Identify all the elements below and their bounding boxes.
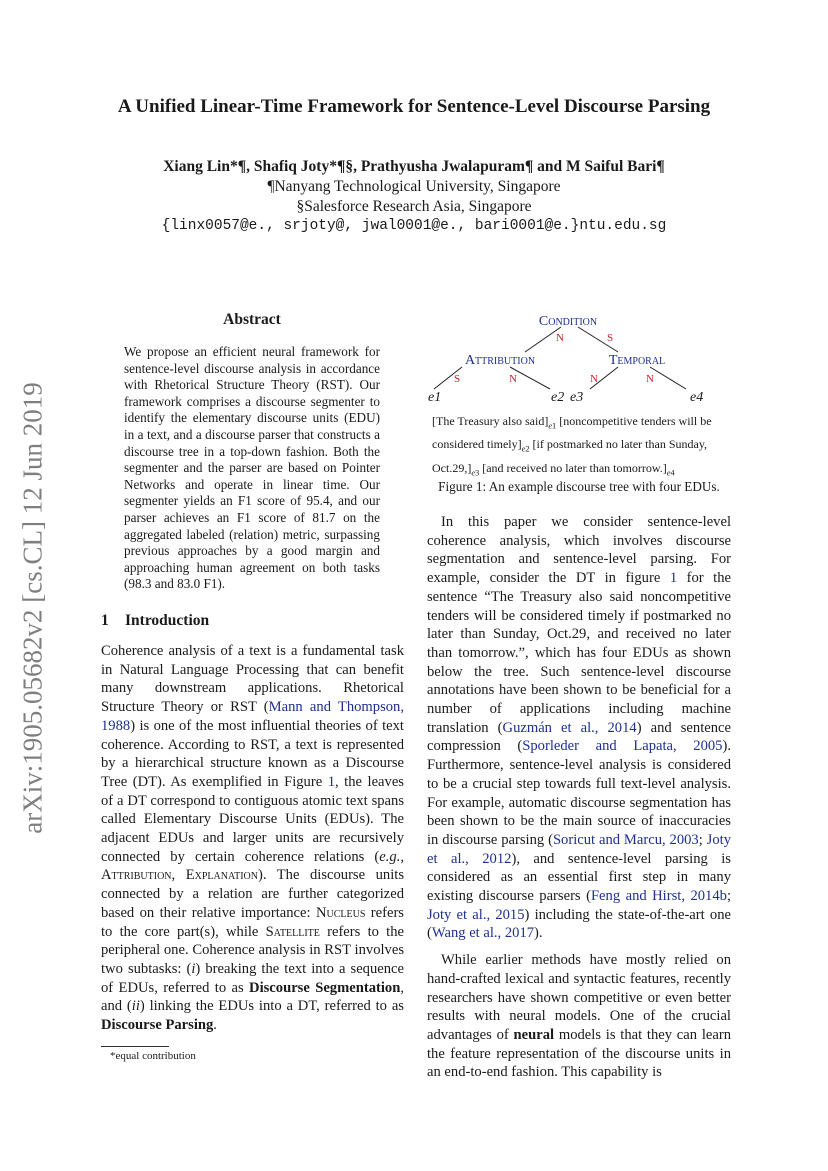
figure-ref-link[interactable]: 1: [669, 570, 678, 587]
arxiv-stamp-text: arXiv:1905.05682v2 [cs.CL] 12 Jun 2019: [17, 382, 48, 834]
edu-label: e2: [551, 390, 565, 405]
abstract-body: We propose an efficient neural framework for sentence-level discourse analysis in accordance with Rhetorical Structure Theory (RST). Our framework comprises a discourse segmenter to identify the elementary discourse units (EDU) in a text, and a discourse parser that constructs a discourse tree in a top-down fashion. Both the segmenter and the parser are based on Pointer Networks and operate in linear time. Our segmenter yields an F1 score of 95.4, and our parser achieves an F1 score of 81.7 on the aggregated labeled (relation) metric, surpassing previous approaches by a good margin and approaching human agreement on both tasks (98.3 and 83.0 F1).: [124, 344, 380, 592]
section-title: Introduction: [125, 612, 210, 629]
nuclearity-label: N: [556, 332, 564, 344]
footnote-rule: [101, 1046, 169, 1047]
tree-edge: [650, 367, 686, 389]
figure-ref-link[interactable]: 1: [327, 773, 336, 790]
right-relation-label: Temporal: [608, 353, 666, 368]
left-relation-label: Attribution: [464, 353, 536, 368]
nuclearity-label: N: [590, 373, 598, 385]
edu-label: e3: [570, 390, 584, 405]
citation-link[interactable]: Sporleder and Lapata, 2005: [522, 738, 723, 755]
discourse-tree-figure: [418, 305, 728, 405]
intro-body: [101, 642, 404, 1035]
nuclearity-label: S: [607, 332, 614, 344]
edu-label: e4: [690, 390, 704, 405]
nuclearity-label: N: [646, 373, 654, 385]
citation-link[interactable]: Guzmán et al., 2014: [502, 719, 637, 736]
citation-link[interactable]: Feng and Hirst, 2014b: [590, 888, 727, 905]
section-number: 1: [101, 612, 109, 629]
affiliation-salesforce: §Salesforce Research Asia, Singapore: [296, 198, 532, 215]
citation-link[interactable]: Joty et al., 2012: [427, 831, 731, 867]
nuclearity-label: N: [509, 373, 517, 385]
citation-link[interactable]: Soricut and Marcu, 2003: [552, 831, 699, 848]
author-emails: {linx0057@e., srjoty@, jwal0001@e., bari0001@e.}ntu.edu.sg: [161, 218, 667, 234]
citation-link[interactable]: Mann and Thompson, 1988: [101, 699, 404, 734]
nuclearity-label: S: [454, 373, 461, 385]
section-heading: [101, 612, 209, 630]
intro-paragraph: Coherence analysis of a text is a fundamental task in Natural Language Processing that can benefit many downstream applications. Rhetorical Structure Theory or RST (Mann and Thompson, 1988) is one of the most influential theories of text coherence. According to RST, a text is represented by a hierarchical structure known as a Discourse Tree (DT). As exemplified in Figure 1, the leaves of a DT correspond to contiguous atomic text spans called Elementary Discourse Units (EDUs). The adjacent EDUs and larger units are recursively connected by certain coherence relations (e.g., Attribution, Explanation). The discourse units connected by a relation are further categorized based on their relative importance: Nucleus refers to the core part(s), while Satellite refers to the peripheral one. Coherence analysis in RST involves two subtasks: (i) breaking the text into a sequence of EDUs, referred to as Discourse Segmentation, and (ii) linking the EDUs into a DT, referred to as Discourse Parsing.: [101, 643, 404, 1034]
affiliation-ntu: ¶Nanyang Technological University, Singapore: [267, 178, 561, 195]
footnote: *equal contribution: [110, 1050, 196, 1062]
citation-link[interactable]: Joty et al., 2015: [427, 906, 525, 923]
figure-sentence: [The Treasury also $said]_{e1}$ [noncompetitive tenders will be considered $timely]_{e2}$ [if postmarked no later than Sunday, $Oct.29,]_{e3}$ [and received no later than $tomorrow.]_{e4}$: [432, 414, 712, 478]
arxiv-side-stamp: [15, 368, 51, 848]
figure-caption: Figure 1: An example discourse tree with four EDUs.: [438, 479, 720, 494]
right-column-body: [427, 513, 731, 1082]
author-list: Xiang Lin*¶, Shafiq Joty*¶§, Prathyusha Jwalapuram¶ and M Saiful Bari¶: [163, 158, 665, 175]
citation-link[interactable]: Wang et al., 2017: [431, 925, 535, 942]
abstract-heading: Abstract: [223, 311, 281, 328]
body-paragraph: While earlier methods have mostly relied on hand-crafted lexical and syntactic features, recently researchers have shown competitive or even better results with neural models. One of the crucial advantages of neural models is that they can learn the feature representation of the discourse units in an end-to-end fashion. This capability is: [427, 952, 731, 1081]
edu-label: e1: [428, 390, 442, 405]
body-paragraph: In this paper we consider sentence-level coherence analysis, which involves discourse segmentation and sentence-level parsing. For example, consider the DT in figure 1 for the sentence “The Treasury also said noncompetitive tenders will be considered timely if postmarked no later than Sunday, Oct.29, and received no later than tomorrow.”, which has four EDUs as shown below the tree. Such sentence-level discourse annotations have been shown to be beneficial for a number of applications including machine translation (Guzmán et al., 2014) and sentence compression (Sporleder and Lapata, 2005). Furthermore, sentence-level analysis is considered to be a crucial step towards full text-level analysis. For example, automatic discourse segmentation has been shown to be the main source of inaccuracies in discourse parsing (Soricut and Marcu, 2003; Joty et al., 2012), and sentence-level parsing is considered as an essential first step in many existing discourse parsers (Feng and Hirst, 2014b; Joty et al., 2015) including the state-of-the-art one (Wang et al., 2017).: [427, 514, 731, 942]
root-relation-label: Condition: [538, 314, 598, 329]
paper-title: A Unified Linear-Time Framework for Sentence-Level Discourse Parsing: [117, 96, 711, 117]
